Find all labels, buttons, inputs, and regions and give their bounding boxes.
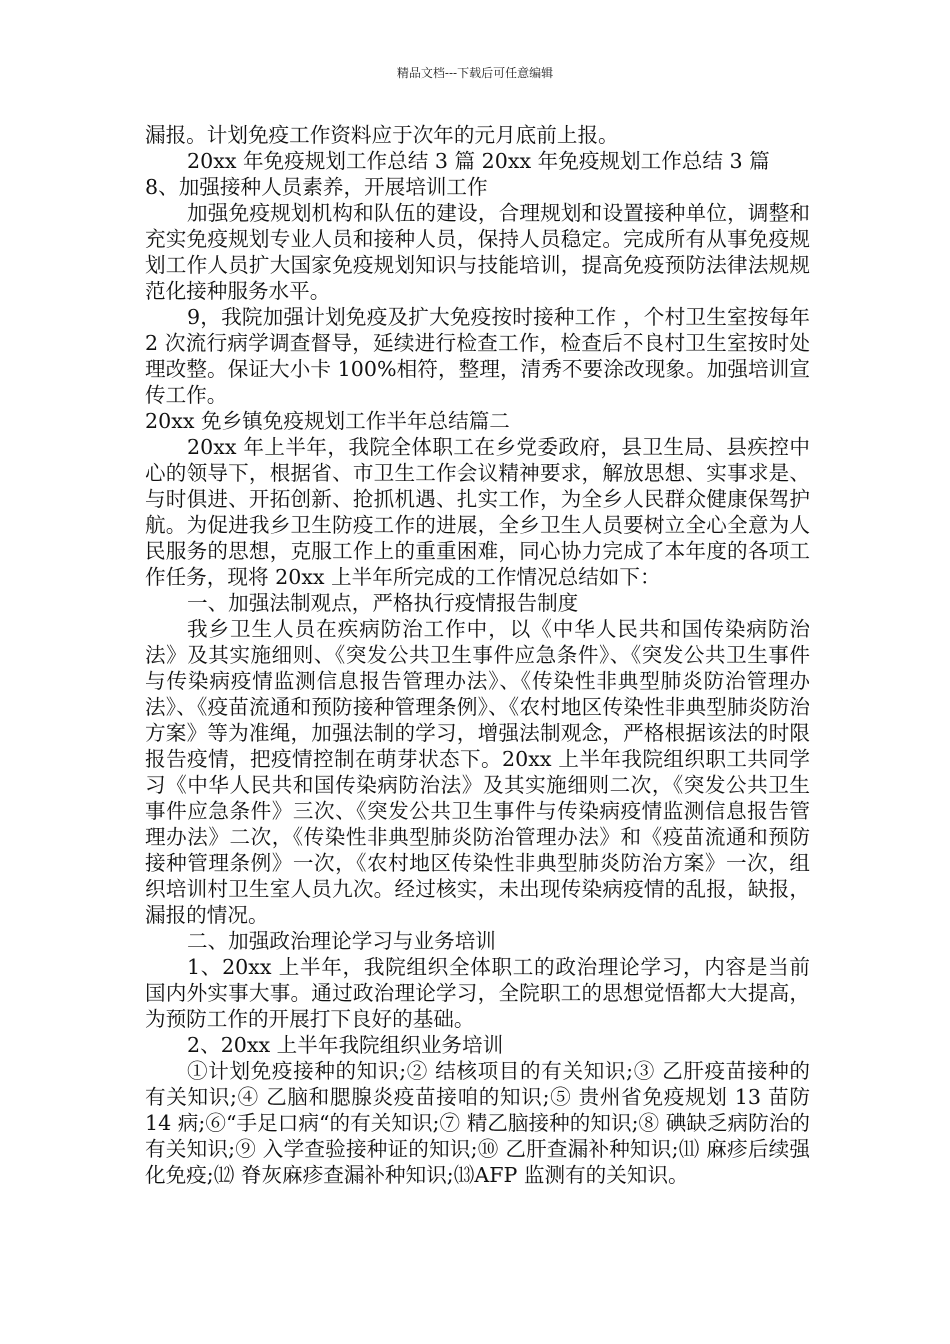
paragraph: 我乡卫生人员在疾病防治工作中，以《中华人民共和国传染病防治法》及其实施细则、《突发公共卫生事件应急条件》、《突发公共卫生事件与传染病疫情监测信息报告管理办法》、《传染性非典型肺炎防治管理办法》、《疫苗流通和预防接种管理条例》、《农村地区传染性非典型肺炎防治方案》等为准绳，加强法制的学习，增强法制观念，严格根据该法的时限报告疫情，把疫情控制在萌芽状态下。20xx 上半年我院组织职工共同学习《中华人民共和国传染病防治法》及其实施细则二次，《突发公共卫生事件应急条件》三次、《突发公共卫生事件与传染病疫情监测信息报告管理办法》二次，《传染性非典型肺炎防治管理办法》和《疫苗流通和预防接种管理条例》一次，《农村地区传染性非典型肺炎防治方案》一次，组织培训村卫生室人员九次。经过核实，未出现传染病疫情的乱报，缺报，漏报的情况。 [145,617,810,927]
section-heading: 8、加强接种人员素养，开展培训工作 [145,175,488,199]
paragraph: 20xx 年免疫规划工作总结 3 篇 20xx 年免疫规划工作总结 3 篇 [187,149,770,173]
paragraph: 20xx 年上半年，我院全体职工在乡党委政府，县卫生局、县疾控中心的领导下，根据省、市卫生工作会议精神要求，解放思想、实事求是、与时俱进、开拓创新、抢抓机遇、扎实工作，为全乡人民群众健康保驾护航。为促进我乡卫生防疫工作的进展，全乡卫生人员要树立全心全意为人民服务的思想，克服工作上的重重困难，同心协力完成了本年度的各项工作任务，现将 20xx 上半年所完成的工作情况总结如下： [145,435,810,589]
section-heading: 2、20xx 上半年我院组织业务培训 [187,1033,504,1057]
paragraph: 9，我院加强计划免疫及扩大免疫按时接种工作 ，个村卫生室按每年 2 次流行病学调查督导，延续进行检查工作，检查后不良村卫生室按时处理改整。保证大小卡 100%相符，整理，清秀不要涂改现象。加强培训宣传工作。 [145,305,810,407]
paragraph: 加强免疫规划机构和队伍的建设，合理规划和设置接种单位，调整和充实免疫规划专业人员和接种人员，保持人员稳定。完成所有从事免疫规划工作人员扩大国家免疫规划知识与技能培训，提高免疫预防法律法规规范化接种服务水平。 [145,201,810,303]
document-body [145,122,810,1188]
section-heading: 一、加强法制观点，严格执行疫情报告制度 [187,591,579,615]
paragraph: 1、20xx 上半年，我院组织全体职工的政治理论学习，内容是当前国内外实事大事。通过政治理论学习，全院职工的思想觉悟都大大提高，为预防工作的开展打下良好的基础。 [145,955,810,1031]
paragraph: ①计划免疫接种的知识;② 结核项目的有关知识;③ 乙肝疫苗接种的有关知识;④ 乙脑和腮腺炎疫苗接咱的知识;⑤ 贵州省免疫规划 13 苗防 14 病;⑥“手足口病“的有关知识;⑦ 精乙脑接种的知识;⑧ 碘缺乏病防治的有关知识;⑨ 入学查验接种证的知识;⑩ 乙肝查漏补种知识;⑾ 麻疹后续强化免疫;⑿ 脊灰麻疹查漏补种知识;⒀AFP 监测有的关知识。 [145,1059,810,1187]
paragraph: 漏报。计划免疫工作资料应于次年的元月底前上报。 [145,123,619,147]
page-header: 精品文档---下载后可任意编辑 [396,66,554,80]
section-heading: 二、加强政治理论学习与业务培训 [187,929,496,953]
section-heading: 20xx 免乡镇免疫规划工作半年总结篇二 [145,409,510,433]
